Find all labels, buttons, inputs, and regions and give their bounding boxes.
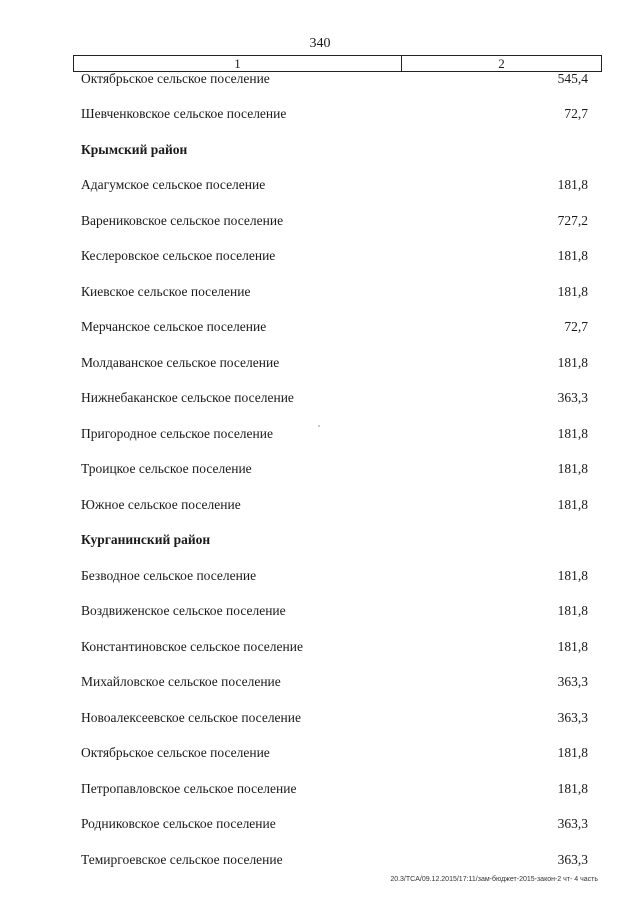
settlement-value: 363,3 [557, 674, 588, 689]
district-name: Крымский район [81, 142, 188, 157]
settlement-value: 181,8 [557, 248, 588, 263]
settlement-name: Пригородное сельское поселение [81, 426, 273, 441]
table-row [0, 670, 640, 694]
settlement-name: Мерчанское сельское поселение [81, 319, 267, 334]
settlement-value: 181,8 [557, 745, 588, 760]
settlement-value: 181,8 [557, 497, 588, 512]
settlement-name: Нижнебаканское сельское поселение [81, 390, 294, 405]
settlement-name: Безводное сельское поселение [81, 568, 257, 583]
district-name: Курганинский район [81, 532, 211, 547]
table-row [0, 812, 640, 836]
table-row [0, 173, 640, 197]
settlement-value: 181,8 [557, 284, 588, 299]
document-footer: 20.3/TCA/09.12.2015/17:11/зам-бюджет-2015-закон-2 чт- 4 часть [390, 876, 598, 883]
settlement-value: 181,8 [557, 355, 588, 370]
settlement-name: Родниковское сельское поселение [81, 816, 276, 831]
settlement-name: Троицкое сельское поселение [81, 461, 252, 476]
settlement-name: Кеслеровское сельское поселение [81, 248, 276, 263]
column-header-1: 1 [74, 56, 402, 72]
table-row [0, 244, 640, 268]
settlement-value: 363,3 [557, 852, 588, 867]
settlement-name: Михайловское сельское поселение [81, 674, 281, 689]
table-row [0, 706, 640, 730]
table-row [0, 386, 640, 410]
settlement-value: 363,3 [557, 390, 588, 405]
settlement-value: 363,3 [557, 710, 588, 725]
settlement-value: 181,8 [557, 568, 588, 583]
table-row [0, 848, 640, 872]
table-row [0, 67, 640, 91]
column-header-2: 2 [402, 56, 602, 72]
settlement-name: Октябрьское сельское поселение [81, 745, 270, 760]
table-row [0, 422, 640, 446]
settlement-name: Адагумское сельское поселение [81, 177, 266, 192]
settlement-value: 72,7 [564, 319, 588, 334]
district-heading [0, 528, 640, 552]
settlement-name: Шевченковское сельское поселение [81, 106, 287, 121]
settlement-name: Темиргоевское сельское поселение [81, 852, 283, 867]
settlement-name: Киевское сельское поселение [81, 284, 251, 299]
page-number: 340 [309, 36, 331, 51]
table-row [0, 777, 640, 801]
settlement-name: Молдаванское сельское поселение [81, 355, 280, 370]
settlement-name: Воздвиженское сельское поселение [81, 603, 286, 618]
table-row [0, 280, 640, 304]
settlement-value: 181,8 [557, 177, 588, 192]
table-row [0, 493, 640, 517]
scan-speck [318, 425, 320, 427]
settlement-value: 72,7 [564, 106, 588, 121]
settlement-value: 363,3 [557, 816, 588, 831]
table-row [0, 564, 640, 588]
table-row [0, 351, 640, 375]
settlement-value: 181,8 [557, 781, 588, 796]
settlement-name: Новоалексеевское сельское поселение [81, 710, 301, 725]
settlement-name: Петропавловское сельское поселение [81, 781, 297, 796]
table-row [0, 102, 640, 126]
settlement-name: Константиновское сельское поселение [81, 639, 303, 654]
table-row [0, 635, 640, 659]
table-row [0, 315, 640, 339]
district-heading [0, 138, 640, 162]
settlement-name: Южное сельское поселение [81, 497, 241, 512]
table-row [0, 209, 640, 233]
table-row [0, 457, 640, 481]
settlement-value: 181,8 [557, 639, 588, 654]
settlement-value: 545,4 [557, 71, 588, 86]
settlement-name: Варениковское сельское поселение [81, 213, 284, 228]
settlement-name: Октябрьское сельское поселение [81, 71, 270, 86]
settlement-value: 181,8 [557, 603, 588, 618]
settlement-value: 181,8 [557, 461, 588, 476]
table-row [0, 741, 640, 765]
settlement-value: 181,8 [557, 426, 588, 441]
settlement-value: 727,2 [557, 213, 588, 228]
table-row [0, 599, 640, 623]
